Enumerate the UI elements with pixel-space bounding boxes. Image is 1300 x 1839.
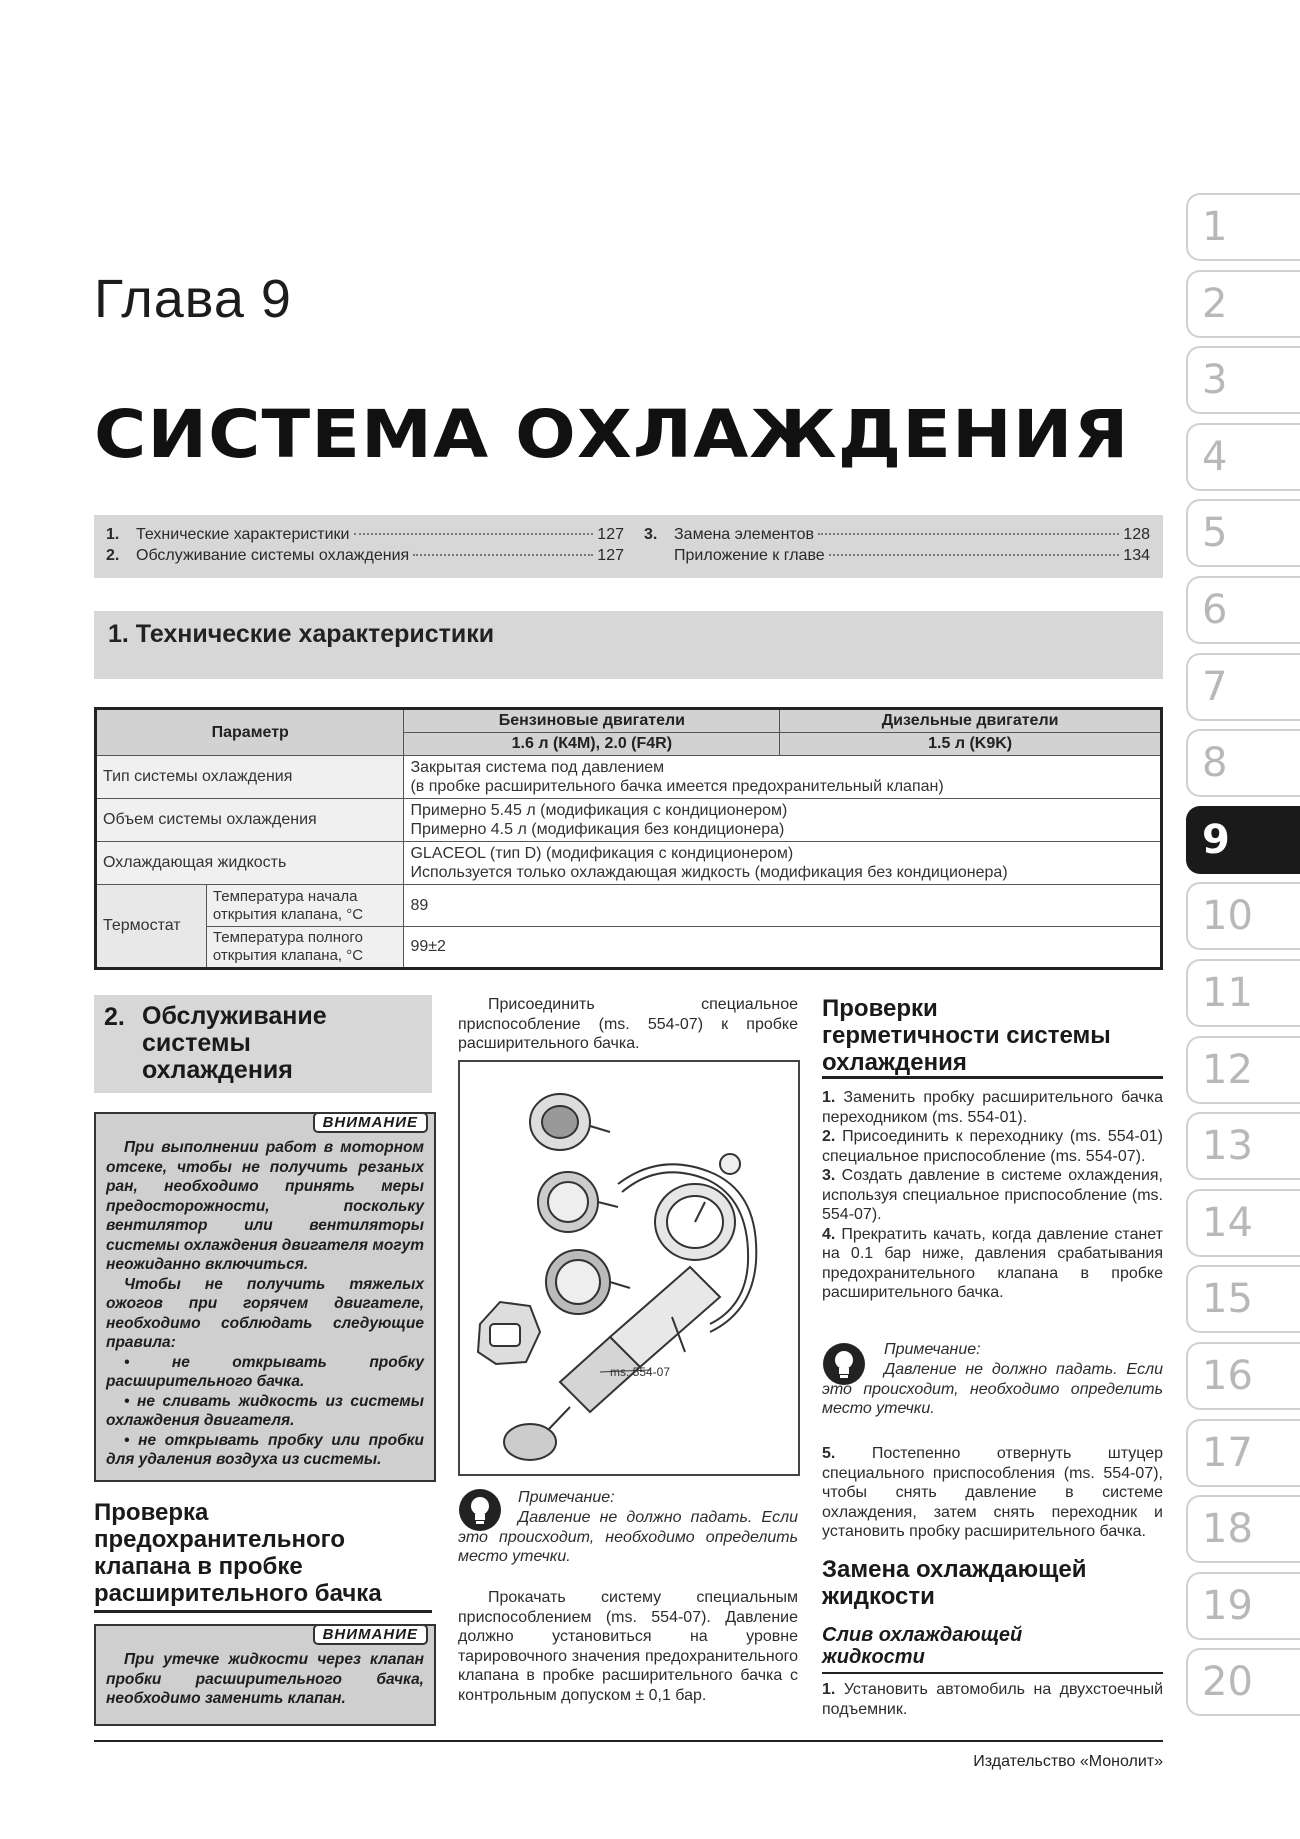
- toc-number: 1.: [106, 526, 120, 543]
- toc-page: 128: [1123, 526, 1150, 543]
- toc-number: 2.: [106, 547, 120, 564]
- toc-page: 134: [1123, 547, 1150, 564]
- warning-text: При утечке жидкости через клапан пробки расширительного бачка, необходимо заменить клапан.: [106, 1651, 424, 1707]
- chapter-tab-14[interactable]: 14: [1186, 1189, 1300, 1257]
- row-label: Объем системы охлаждения: [96, 799, 404, 842]
- thermostat-start-label: [206, 885, 404, 927]
- chapter-tab-12[interactable]: 12: [1186, 1036, 1300, 1104]
- table-row: [96, 927, 1162, 969]
- intro-paragraph: Присоединить специальное приспособление (ms. 554-07) к пробке расширительного бачка.: [458, 996, 798, 1052]
- step-number: 3.: [822, 1167, 836, 1184]
- step-item: [822, 1680, 1163, 1719]
- section-1-title: 1. Технические характеристики: [108, 620, 495, 648]
- step-number: 2.: [822, 1128, 836, 1145]
- warning-bullet: • не открывать пробку или пробки для удаления воздуха из системы.: [106, 1431, 424, 1468]
- note-label: Примечание:: [884, 1341, 981, 1358]
- section-2-number: 2.: [104, 1003, 125, 1031]
- thermostat-start-value: 89: [404, 885, 1162, 927]
- toc-leader: [413, 554, 593, 556]
- footer-rule: [94, 1740, 1163, 1742]
- publisher-footer: Издательство «Монолит»: [973, 1753, 1163, 1770]
- diesel-header: Дизельные двигатели: [780, 709, 1162, 733]
- step-number: 5.: [822, 1445, 836, 1462]
- step-number: 1.: [822, 1681, 836, 1698]
- section-2-title: [142, 1003, 327, 1084]
- step-text: Создать давление в системе охлаждения, используя специальное приспособление (ms. 554-07).: [822, 1167, 1164, 1223]
- chapter-tab-20[interactable]: 20: [1186, 1648, 1300, 1716]
- chapter-tab-16[interactable]: 16: [1186, 1342, 1300, 1410]
- heading-line: Замена охлаждающей: [822, 1556, 1087, 1583]
- title-line: охлаждения: [142, 1056, 293, 1084]
- param-header: Параметр: [96, 709, 404, 756]
- petrol-header: Бензиновые двигатели: [404, 709, 780, 733]
- step-item: [822, 1225, 1163, 1303]
- coolant-drain-subheading: [822, 1624, 1163, 1668]
- chapter-tab-18[interactable]: 18: [1186, 1495, 1300, 1563]
- chapter-tab-10[interactable]: 10: [1186, 882, 1300, 950]
- tool-figure: [458, 1060, 800, 1476]
- heading-line: Слив охлаждающей: [822, 1624, 1023, 1646]
- note-text: Давление не должно падать. Если это происходит, необходимо определить место утечки.: [822, 1361, 1163, 1417]
- heading-line: расширительного бачка: [94, 1580, 382, 1607]
- chapter-tab-4[interactable]: 4: [1186, 423, 1300, 491]
- step-text: Прекратить качать, когда давление станет на 0.1 бар ниже, давления срабатывания предохранительного клапана в пробке расширительного бачка.: [822, 1225, 1163, 1301]
- heading-rule: [822, 1076, 1163, 1079]
- warning-box: [94, 1112, 436, 1482]
- chapter-tab-15[interactable]: 15: [1186, 1265, 1300, 1333]
- leak-check-steps: [822, 1088, 1163, 1303]
- chapter-tab-7[interactable]: 7: [1186, 653, 1300, 721]
- heading-line: жидкости: [822, 1583, 935, 1610]
- pressure-tester-illustration: [460, 1062, 798, 1474]
- thermostat-full-value: 99±2: [404, 927, 1162, 969]
- chapter-label: Глава 9: [94, 269, 292, 329]
- row-label: Охлаждающая жидкость: [96, 842, 404, 885]
- warning-badge: ВНИМАНИЕ: [313, 1624, 428, 1645]
- label-line: открытия клапана, °С: [212, 905, 364, 923]
- chapter-tab-19[interactable]: 19: [1186, 1572, 1300, 1640]
- toc-leader: [829, 554, 1120, 556]
- step-text: Установить автомобиль на двухстоечный подъемник.: [822, 1681, 1163, 1718]
- value-line: Используется только охлаждающая жидкость (модификация без кондиционера): [410, 864, 1008, 881]
- step-text: Заменить пробку расширительного бачка переходником (ms. 554-01).: [822, 1089, 1163, 1126]
- step-item: [822, 1166, 1163, 1225]
- toc-entry[interactable]: [106, 524, 624, 545]
- diesel-subheader: 1.5 л (K9K): [780, 733, 1162, 756]
- pump-paragraph: Прокачать систему специальным приспособлением (ms. 554-07). Давление должно установиться на уровне тарировочного значения предохранительного клапана в пробке расширительного бачка с контрольным допуском ± 0,1 бар.: [458, 1589, 798, 1704]
- heading-line: охлаждения: [822, 1049, 967, 1076]
- step-number: 1.: [822, 1089, 836, 1106]
- step-item: [822, 1088, 1163, 1127]
- heading-rule: [94, 1610, 432, 1613]
- step-text: Присоединить к переходнику (ms. 554-01) специальное приспособление (ms. 554-07).: [822, 1128, 1163, 1165]
- heading-line: клапана в пробке: [94, 1553, 303, 1580]
- heading-line: Проверки: [822, 995, 938, 1022]
- chapter-tab-1[interactable]: 1: [1186, 193, 1300, 261]
- warning-box: [94, 1624, 436, 1726]
- valve-check-heading: [94, 1499, 434, 1607]
- figure-callout: ms. 554-07: [610, 1365, 671, 1379]
- warning-bullet: • не открывать пробку расширительного бачка.: [106, 1353, 424, 1390]
- spec-table: [94, 707, 1163, 970]
- toc-entry[interactable]: [644, 545, 1150, 566]
- chapter-tab-11[interactable]: 11: [1186, 959, 1300, 1027]
- step-item: [822, 1127, 1163, 1166]
- value-line: (в пробке расширительного бачка имеется предохранительный клапан): [410, 778, 944, 795]
- chapter-tab-3[interactable]: 3: [1186, 346, 1300, 414]
- chapter-tab-8[interactable]: 8: [1186, 729, 1300, 797]
- toc-page: 127: [597, 547, 624, 564]
- row-label: Тип системы охлаждения: [96, 756, 404, 799]
- value-line: Примерно 4.5 л (модификация без кондиционера): [410, 821, 785, 838]
- value-line: Закрытая система под давлением: [410, 759, 665, 776]
- leak-check-heading: [822, 995, 1162, 1076]
- chapter-tab-9[interactable]: 9: [1186, 806, 1300, 874]
- table-of-contents: [94, 515, 1163, 578]
- note-text: Давление не должно падать. Если это происходит, необходимо определить место утечки.: [458, 1509, 798, 1565]
- section-2-header: [94, 995, 432, 1093]
- step-number: 4.: [822, 1225, 836, 1243]
- heading-line: герметичности системы: [822, 1022, 1111, 1049]
- title-line: Обслуживание: [142, 1002, 327, 1030]
- label-line: открытия клапана, °С: [212, 947, 364, 964]
- value-line: Примерно 5.45 л (модификация с кондиционером): [410, 802, 788, 819]
- note-label: Примечание:: [518, 1489, 615, 1506]
- coolant-replacement-heading: [822, 1556, 1163, 1610]
- warning-badge: ВНИМАНИЕ: [313, 1112, 428, 1133]
- toc-entry[interactable]: [644, 524, 1150, 545]
- table-row: [96, 885, 1162, 927]
- warning-paragraph: При выполнении работ в моторном отсеке, чтобы не получить резаных ран, необходимо принять меры предосторожности, поскольку вентилятор или вентиляторы системы охлаждения двигателя могут неожиданно включиться.: [106, 1139, 424, 1273]
- chapter-title: СИСТЕМА ОХЛАЖДЕНИЯ: [94, 396, 1130, 473]
- petrol-subheader: 1.6 л (К4М), 2.0 (F4R): [404, 733, 780, 756]
- chapter-tab-2[interactable]: 2: [1186, 270, 1300, 338]
- title-line: системы: [142, 1029, 251, 1057]
- step-text: Постепенно отвернуть штуцер специального приспособления (ms. 554-07), чтобы снять давление в системе охлаждения, затем снять переходник и установить пробку расширительного бачка.: [822, 1445, 1163, 1540]
- heading-line: Проверка: [94, 1499, 209, 1526]
- toc-entry[interactable]: [106, 545, 624, 566]
- chapter-tab-6[interactable]: 6: [1186, 576, 1300, 644]
- toc-leader: [354, 533, 594, 535]
- warning-text: [106, 1138, 424, 1470]
- toc-number: 3.: [644, 526, 658, 543]
- toc-title: Замена элементов: [674, 526, 814, 543]
- chapter-tab-5[interactable]: 5: [1186, 499, 1300, 567]
- thermostat-label: Термостат: [96, 885, 207, 969]
- value-line: GLACEOL (тип D) (модификация с кондиционером): [410, 845, 794, 862]
- label-line: Температура начала: [212, 887, 358, 905]
- row-value: [404, 756, 1162, 799]
- label-line: Температура полного: [212, 929, 363, 946]
- heading-line: предохранительного: [94, 1526, 346, 1553]
- toc-page: 127: [597, 526, 624, 543]
- warning-bullet: • не сливать жидкость из системы охлаждения двигателя.: [106, 1392, 424, 1429]
- toc-leader: [818, 533, 1119, 535]
- thermostat-full-label: [206, 927, 404, 969]
- row-value: [404, 842, 1162, 885]
- step-item: [822, 1444, 1163, 1542]
- table-row: [96, 799, 1162, 842]
- table-row: [96, 756, 1162, 799]
- section-1-header: [94, 611, 1163, 679]
- toc-title: Приложение к главе: [674, 547, 825, 564]
- warning-paragraph: Чтобы не получить тяжелых ожогов при горячем двигателе, необходимо соблюдать следующие правила:: [106, 1275, 424, 1351]
- heading-line: жидкости: [822, 1646, 925, 1668]
- toc-title: Технические характеристики: [136, 526, 350, 543]
- chapter-tab-17[interactable]: 17: [1186, 1419, 1300, 1487]
- heading-rule: [822, 1672, 1163, 1674]
- toc-title: Обслуживание системы охлаждения: [136, 547, 410, 564]
- chapter-tab-13[interactable]: 13: [1186, 1112, 1300, 1180]
- table-row: [96, 842, 1162, 885]
- row-value: [404, 799, 1162, 842]
